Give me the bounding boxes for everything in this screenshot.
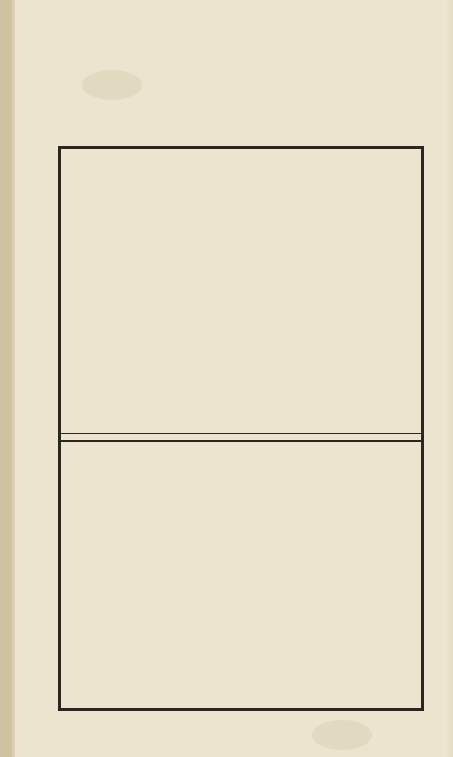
paper-stain: [312, 720, 372, 750]
section-divider: [61, 433, 421, 442]
catalog-frame: [58, 146, 424, 711]
page-gutter: [443, 0, 453, 757]
paper-stain: [82, 70, 142, 100]
